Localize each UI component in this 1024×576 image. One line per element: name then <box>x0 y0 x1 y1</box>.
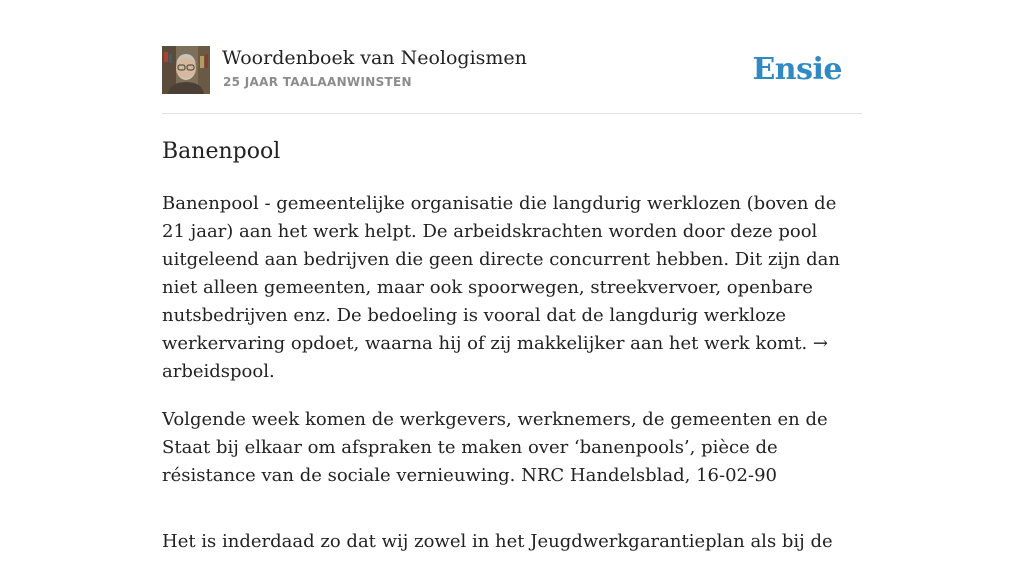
site-header <box>162 46 862 96</box>
ensie-logo-link[interactable]: Ensie <box>752 52 842 87</box>
entry-content <box>162 136 864 576</box>
citation-quote: Volgende week komen de werkgevers, werknemers, de gemeenten en de Staat bij elkaar om afspraken te maken over ‘banenpools’, pièce de résistance van de sociale vernieuwing. NRC Handelsblad, 16-02-90 <box>162 409 828 486</box>
site-title[interactable]: Woordenboek van Neologismen <box>222 47 527 69</box>
author-avatar[interactable] <box>162 46 210 94</box>
site-subtitle: 25 JAAR TAALAANWINSTEN <box>223 75 412 89</box>
citation-quote: Het is inderdaad zo dat wij zowel in het Jeugdwerkgarantieplan als bij de <box>162 531 833 552</box>
header-divider <box>162 113 862 114</box>
entry-title: Banenpool <box>162 139 281 164</box>
avatar-portrait-icon <box>162 46 210 94</box>
entry-definition: Banenpool - gemeentelijke organisatie die langdurig werklozen (boven de 21 jaar) aan het werk helpt. De arbeidskrachten worden door deze pool uitgeleend aan bedrijven die geen directe concurrent hebben. Dit zijn dan niet alleen gemeenten, maar ook spoorwegen, streekvervoer, openbare nutsbedrijven enz. De bedoeling is vooral dat de langdurig werkloze werkervaring opdoet, waarna hij of zij makkelijker aan het werk komt. → arbeidspool. <box>162 193 840 382</box>
paragraph-spacer <box>162 510 864 528</box>
